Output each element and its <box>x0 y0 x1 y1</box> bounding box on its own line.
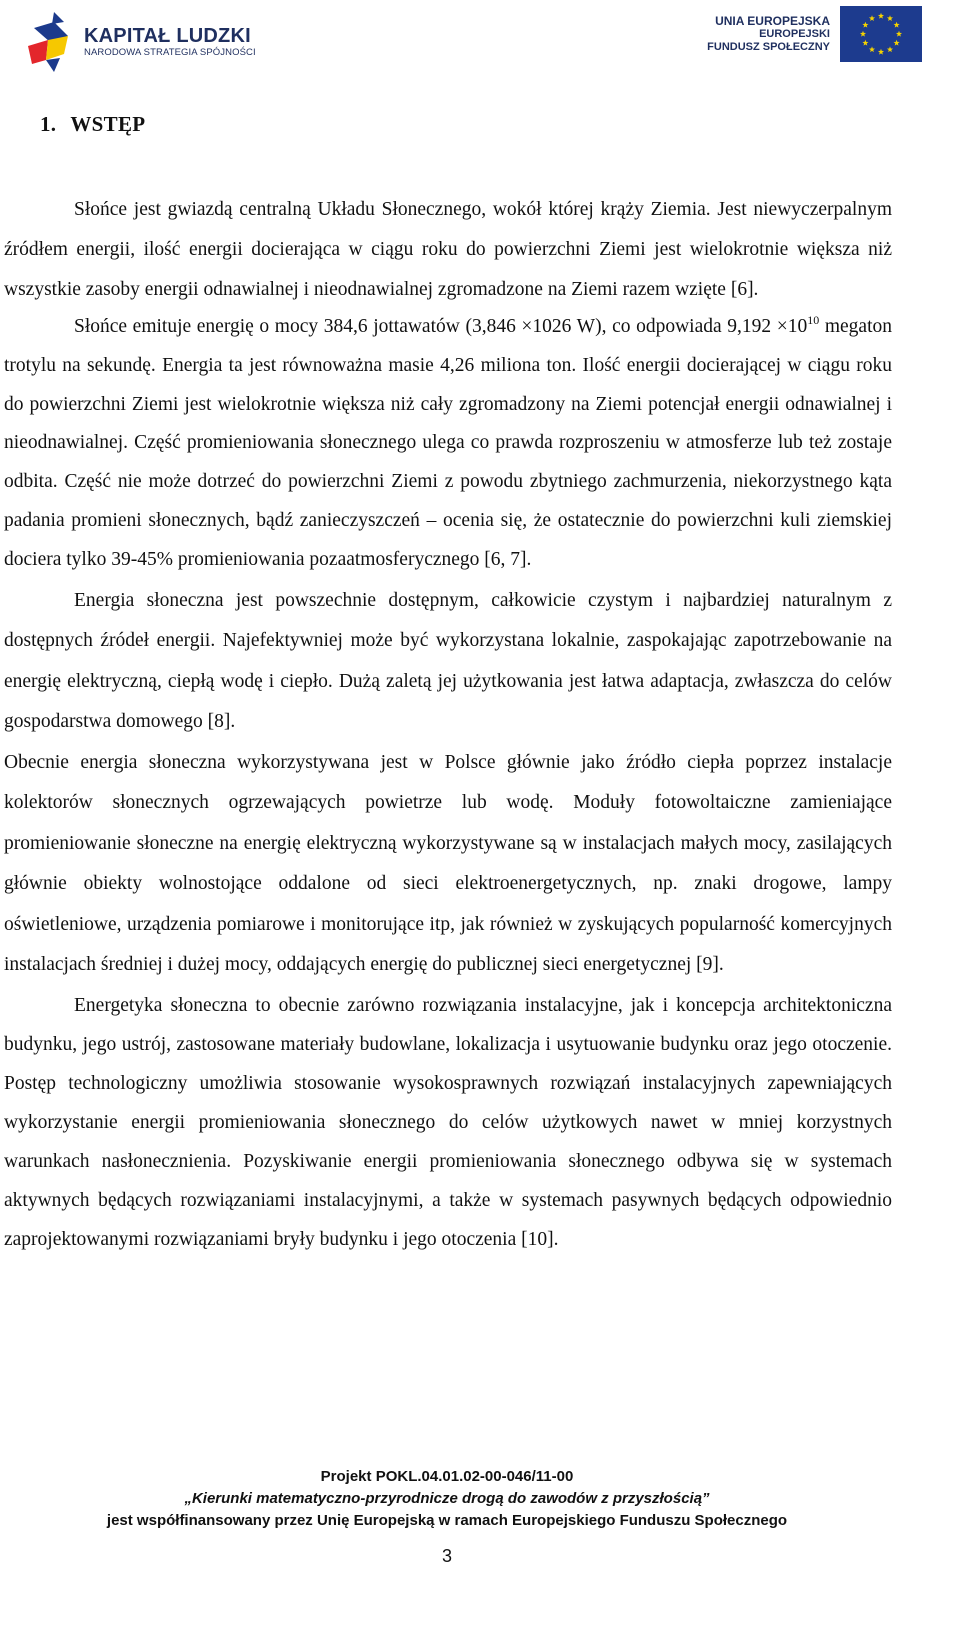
paragraph-2-part-b: megaton trotylu na sekundę. Energia ta jest równoważna masie 4,26 miliona ton. Ilość energii docierającej w ciągu roku do powierzchni Ziemi jest wielokrotnie większa niż cały zgromadzony na Ziemi potencjał energii odnawialnej i nieodnawialnej. Część promieniowania słonecznego ulega co prawda rozproszeniu w atmosferze lub też zostaje odbita. Część nie może dotrzeć do powierzchni Ziemi z powodu zbytniego zachmurzenia, niekorzystnego kąta padania promieni słonecznych, bądź zanieczyszczeń – ocenia się, że ostatecznie do powierzchni kuli ziemskiej dociera tylko 39-45% promieniowania pozaatmosferycznego [6, 7]. <box>4 316 892 570</box>
footer-project-title: „Kierunki matematyczno-przyrodnicze drogą do zawodów z przyszłością” <box>184 1490 710 1507</box>
eu-logo-line3: FUNDUSZ SPOŁECZNY <box>707 41 830 53</box>
paragraph-1: Słońce jest gwiazdą centralną Układu Słonecznego, wokół której krąży Ziemia. Jest niewyczerpalnym źródłem energii, ilość energii docierająca w ciągu roku do powierzchni Ziemi jest wielokrotnie większa niż wszystkie zasoby energii odnawialnej i nieodnawialnej zgromadzone na Ziemi razem wzięte [6]. <box>4 199 892 300</box>
section-title: WSTĘP <box>70 112 146 136</box>
page-number: 3 <box>441 1546 452 1566</box>
paragraph-2 <box>4 308 892 580</box>
project-footer <box>0 1466 894 1532</box>
kapital-ludzki-subtitle: NARODOWA STRATEGIA SPÓJNOŚCI <box>84 47 256 58</box>
footer-funding-note: jest współfinansowany przez Unię Europejską w ramach Europejskiego Funduszu Społecznego <box>106 1512 788 1529</box>
eu-logo-line2: EUROPEJSKI <box>759 28 830 40</box>
eu-flag-icon <box>840 6 922 62</box>
kapital-ludzki-star-icon <box>24 10 72 74</box>
paragraph-2-exponent: 10 <box>807 313 820 327</box>
footer-project-id: Projekt POKL.04.01.02-00-046/11-00 <box>320 1468 574 1485</box>
section-heading <box>40 112 145 137</box>
section-number: 1. <box>40 112 57 136</box>
paragraph-5: Energetyka słoneczna to obecnie zarówno rozwiązania instalacyjne, jak i koncepcja architektoniczna budynku, jego ustrój, zastosowane materiały budowlane, lokalizacja i usytuowanie budynku oraz jego otoczenie. Postęp technologiczny umożliwia stosowanie wysokosprawnych rozwiązań instalacyjnych zapewniających wykorzystanie energii promieniowania słonecznego do celów użytkowych nawet w mniej korzystnych warunkach nasłonecznienia. Pozyskiwanie energii promieniowania słonecznego odbywa się w systemach aktywnych będących rozwiązaniami instalacyjnymi, a także w systemach pasywnych będących odpowiednio zaprojektowanymi rozwiązaniami bryły budynku i jego otoczenia [10]. <box>4 994 892 1250</box>
paragraph-4: Obecnie energia słoneczna wykorzystywana jest w Polsce głównie jako źródło ciepła poprzez instalacje kolektorów słonecznych ogrzewających powietrze lub wodę. Moduły fotowoltaiczne zamieniające promieniowanie słoneczne na energię elektryczną wykorzystywane są w instalacjach małych mocy, zasilających głównie obiekty wolnostojące oddalone od sieci elektroenergetycznych, np. znaki drogowe, lampy oświetleniowe, urządzenia pomiarowe i monitorujące itp, jak również w zyskujących popularność komercyjnych instalacjach średniej i dużej mocy, oddających energię do publicznej sieci energetycznej [9]. <box>4 751 892 976</box>
eu-logo-line1: UNIA EUROPEJSKA <box>715 14 830 28</box>
paragraph-3: Energia słoneczna jest powszechnie dostępnym, całkowicie czystym i najbardziej naturalnym z dostępnych źródeł energii. Najefektywniej może być wykorzystana lokalnie, zaspokajając zapotrzebowanie na energię elektryczną, ciepłą wodę i ciepło. Dużą zaletą jej użytkowania jest łatwa adaptacja, zwłaszcza do celów gospodarstwa domowego [8]. <box>4 589 892 733</box>
kapital-ludzki-logo <box>24 10 256 74</box>
kapital-ludzki-title: KAPITAŁ LUDZKI <box>84 25 251 47</box>
paragraph-2-part-a: Słońce emituje energię o mocy 384,6 jottawatów (3,846 ×1026 W), co odpowiada 9,192 ×10 <box>74 316 808 337</box>
eu-efs-logo <box>707 6 922 62</box>
document-body <box>4 190 892 1259</box>
